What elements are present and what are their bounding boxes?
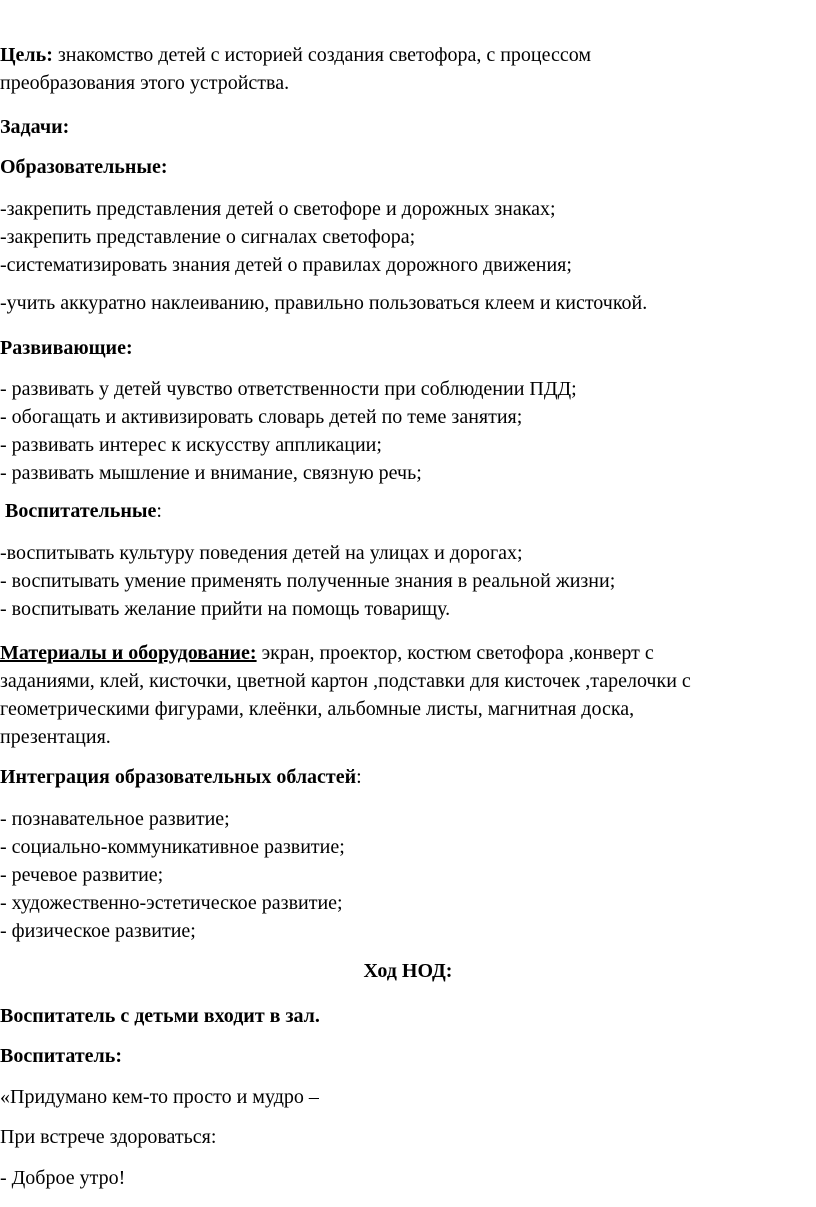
- materials-label: Материалы и оборудование:: [0, 642, 257, 664]
- upbringing-heading-line: [5, 499, 162, 523]
- tasks-heading: Задачи:: [0, 116, 70, 138]
- educational-item: -закрепить представления детей о светофоре и дорожных знаках;: [0, 198, 556, 220]
- educational-item: -учить аккуратно наклеиванию, правильно пользоваться клеем и кисточкой.: [0, 292, 648, 314]
- entry-text: Воспитатель с детьми входит в зал.: [0, 1005, 320, 1027]
- developing-item: - развивать мышление и внимание, связную речь;: [0, 462, 422, 484]
- upbringing-heading: Воспитательные: [5, 500, 157, 522]
- upbringing-item: - воспитывать желание прийти на помощь товарищу.: [0, 598, 451, 620]
- materials-text-3: геометрическими фигурами, клеёнки, альбомные листы, магнитная доска,: [0, 698, 635, 720]
- goal-text-2: преобразования этого устройства.: [0, 72, 290, 94]
- materials-text-4: презентация.: [0, 726, 111, 748]
- upbringing-colon: :: [156, 500, 162, 522]
- educational-item: -систематизировать знания детей о правилах дорожного движения;: [0, 254, 572, 276]
- integration-heading-line: [0, 765, 362, 789]
- upbringing-item: -воспитывать культуру поведения детей на улицах и дорогах;: [0, 542, 523, 564]
- developing-item: - обогащать и активизировать словарь детей по теме занятия;: [0, 406, 523, 428]
- integration-colon: :: [356, 766, 362, 788]
- integration-item: - познавательное развитие;: [0, 808, 230, 830]
- integration-item: - речевое развитие;: [0, 864, 164, 886]
- speaker-label: Воспитатель:: [0, 1045, 122, 1067]
- speech-line: - Доброе утро!: [0, 1167, 126, 1189]
- integration-item: - художественно-эстетическое развитие;: [0, 892, 343, 914]
- upbringing-item: - воспитывать умение применять полученные знания в реальной жизни;: [0, 570, 616, 592]
- goal-text-1: знакомство детей с историей создания светофора, с процессом: [52, 44, 592, 66]
- integration-heading: Интеграция образовательных областей: [0, 766, 357, 788]
- goal-label: Цель:: [0, 44, 53, 66]
- speech-line: «Придумано кем-то просто и мудро –: [0, 1086, 319, 1108]
- course-heading: Ход НОД:: [363, 960, 453, 982]
- educational-item: -закрепить представление о сигналах светофора;: [0, 226, 416, 248]
- materials-text-1: экран, проектор, костюм светофора ,конверт с: [256, 642, 654, 664]
- integration-item: - физическое развитие;: [0, 920, 196, 942]
- developing-heading: Развивающие:: [0, 337, 133, 359]
- integration-item: - социально-коммуникативное развитие;: [0, 836, 345, 858]
- materials-line-1: [0, 641, 654, 665]
- materials-text-2: заданиями, клей, кисточки, цветной картон ,подставки для кисточек ,тарелочки с: [0, 670, 691, 692]
- goal-line-1: [0, 43, 591, 67]
- developing-item: - развивать у детей чувство ответственности при соблюдении ПДД;: [0, 378, 577, 400]
- educational-heading: Образовательные:: [0, 156, 168, 178]
- developing-item: - развивать интерес к искусству аппликации;: [0, 434, 382, 456]
- speech-line: При встрече здороваться:: [0, 1126, 217, 1148]
